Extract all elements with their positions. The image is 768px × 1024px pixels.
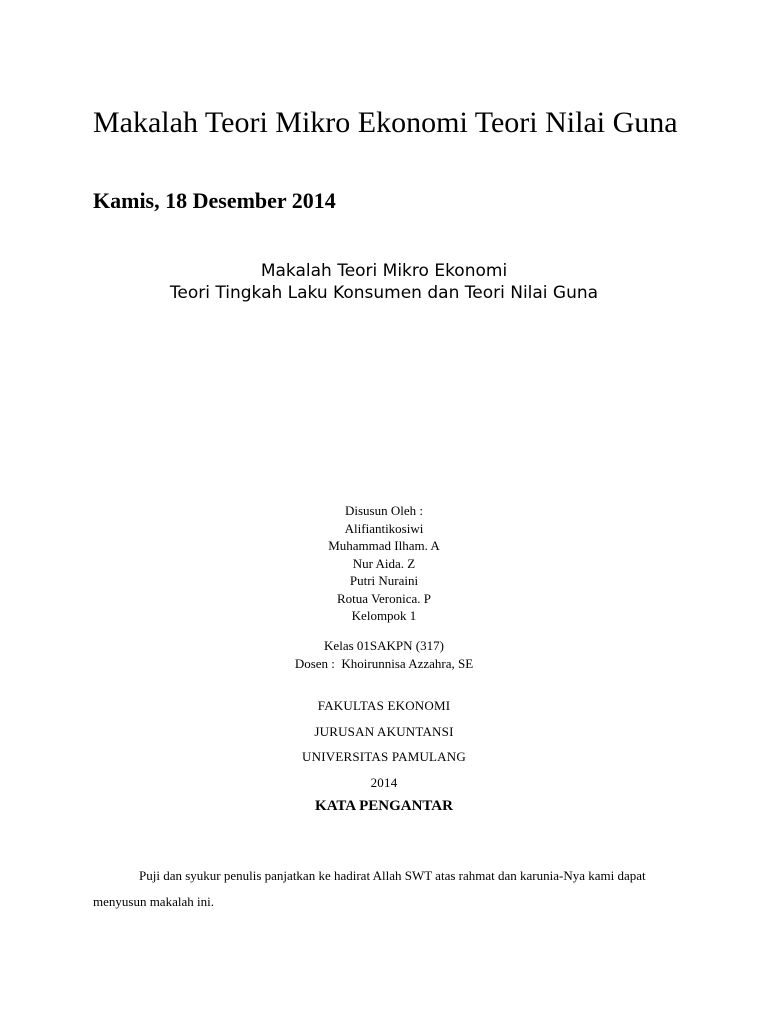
author-name: Alifiantikosiwi — [344, 520, 424, 536]
author-name: Rotua Veronica. P — [337, 590, 431, 606]
body-paragraph — [93, 863, 693, 915]
paragraph-text: Puji dan syukur penulis panjatkan ke hadirat Allah SWT atas rahmat dan karunia-Nya kami dapat menyusun makalah ini. — [93, 868, 646, 909]
authors-block — [0, 502, 768, 625]
section-heading: KATA PENGANTAR — [315, 798, 453, 814]
department-label: JURUSAN AKUNTANSI — [314, 723, 454, 739]
group-label: Kelompok 1 — [351, 608, 417, 623]
year-label: 2014 — [370, 774, 398, 790]
university-label: UNIVERSITAS PAMULANG — [302, 749, 466, 764]
author-name: Putri Nuraini — [349, 573, 419, 588]
class-label: Kelas 01SAKPN (317) — [324, 638, 444, 653]
post-date: Kamis, 18 Desember 2014 — [93, 188, 336, 213]
subtitle-line: Makalah Teori Mikro Ekonomi — [260, 261, 508, 281]
institution-block — [0, 693, 768, 795]
subtitle-line: Teori Tingkah Laku Konsumen dan Teori Nilai Guna — [169, 283, 599, 303]
subtitle-block — [0, 260, 768, 304]
author-name: Muhammad Ilham. A — [328, 538, 440, 553]
faculty-label: FAKULTAS EKONOMI — [317, 698, 451, 713]
lecturer-label: Dosen : Khoirunnisa Azzahra, SE — [294, 656, 474, 671]
class-info-block — [0, 637, 768, 673]
author-name: Nur Aida. Z — [352, 555, 416, 571]
document-title: Makalah Teori Mikro Ekonomi Teori Nilai Guna — [93, 106, 678, 139]
authors-label: Disusun Oleh : — [345, 503, 423, 518]
